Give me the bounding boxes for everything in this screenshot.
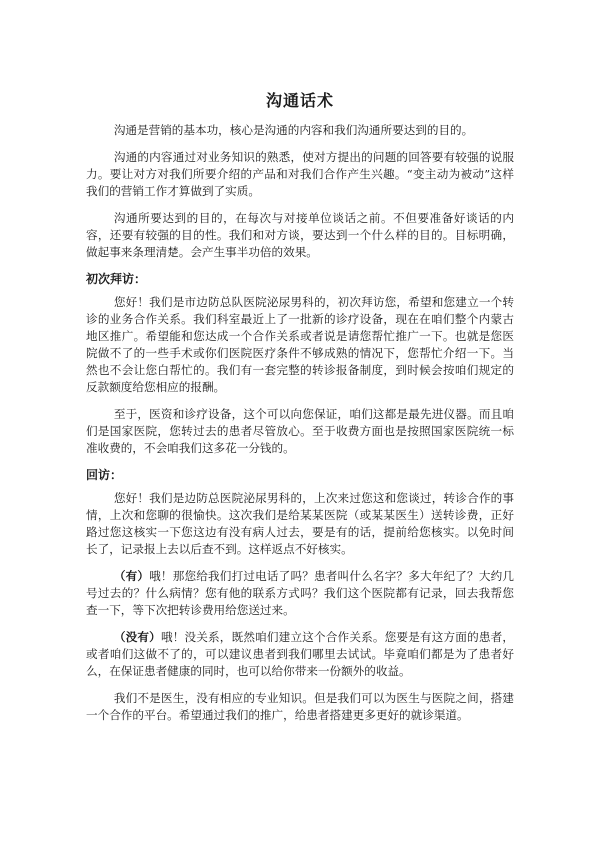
return-visit-no-paragraph bbox=[86, 629, 514, 680]
yes-label: （有） bbox=[113, 569, 150, 583]
first-visit-paragraph: 至于，医资和诊疗设备，这个可以向您保证，咱们这都是最先进仪器。而且咱们是国家医院，您转过去的患者尽管放心。至于收费方面也是按照国家医院统一标准收费的，不会咱我们这多花一分钱的。 bbox=[86, 407, 514, 455]
document-body bbox=[86, 122, 514, 734]
no-text: 哦！没关系，既然咱们建立这个合作关系。您要是有这方面的患者，或者咱们这做不了的，可以建议患者到我们哪里去试试。毕竟咱们都是为了患者好么，在保证患者健康的同时，也可以给你带来一份额外的收益。 bbox=[86, 630, 514, 678]
intro-paragraph: 沟通的内容通过对业务知识的熟悉，使对方提出的问题的回答要有较强的说服力。要让对方对我们所要介绍的产品和对我们合作产生兴趣。“变主动为被动”这样我们的营销工作才算做到了实质。 bbox=[86, 150, 514, 198]
closing-paragraph: 我们不是医生，没有相应的专业知识。但是我们可以为医生与医院之间，搭建一个合作的平台。希望通过我们的推广，给患者搭建更多更好的就诊渠道。 bbox=[86, 691, 514, 722]
return-visit-yes-paragraph bbox=[86, 568, 514, 619]
intro-paragraph: 沟通所要达到的目的，在每次与对接单位谈话之前。不但要准备好谈话的内容，还要有较强的目的性。我们和对方谈，要达到一个什么样的目的。目标明确，做起事来条理清楚。会产生事半功倍的效果。 bbox=[86, 211, 514, 259]
page-title: 沟通话术 bbox=[265, 91, 334, 110]
intro-paragraph: 沟通是营销的基本功，核心是沟通的内容和我们沟通所要达到的目的。 bbox=[113, 123, 474, 137]
first-visit-paragraph: 您好！我们是市边防总队医院泌尿男科的，初次拜访您，希望和您建立一个转诊的业务合作关系。我们科室最近上了一批新的诊疗设备，现在在咱们整个内蒙古地区推广。希望能和您达成一个合作关系或者说是请您帮忙推广一下。也就是您医院做不了的一些手术或你们医院医疗条件不够成熟的情况下，您帮忙介绍一下。当然也不会让您白帮忙的。我们有一套完整的转诊报备制度，到时候会按咱们规定的反款额度给您相应的报酬。 bbox=[86, 295, 514, 394]
section-heading-return-visit: 回访： bbox=[86, 468, 123, 482]
no-label: （没有） bbox=[113, 630, 161, 644]
section-heading-first-visit: 初次拜访： bbox=[86, 272, 147, 286]
yes-text: 哦！那您给我们打过电话了吗？患者叫什么名字？多大年纪了？大约几号过去的？什么病情？您有他的联系方式吗？我们这个医院都有记录，回去我帮您查一下，等下次把转诊费用给您送过来。 bbox=[86, 569, 514, 617]
return-visit-paragraph: 您好！我们是边防总医院泌尿男科的，上次来过您这和您谈过，转诊合作的事情，上次和您聊的很愉快。这次我们是给某某医院（或某某医生）送转诊费，正好路过您这核实一下您这边有没有病人过去，要是有的话，提前给您核实。以免时间长了，记录报上去以后查不到。这样返点不好核实。 bbox=[86, 491, 514, 556]
